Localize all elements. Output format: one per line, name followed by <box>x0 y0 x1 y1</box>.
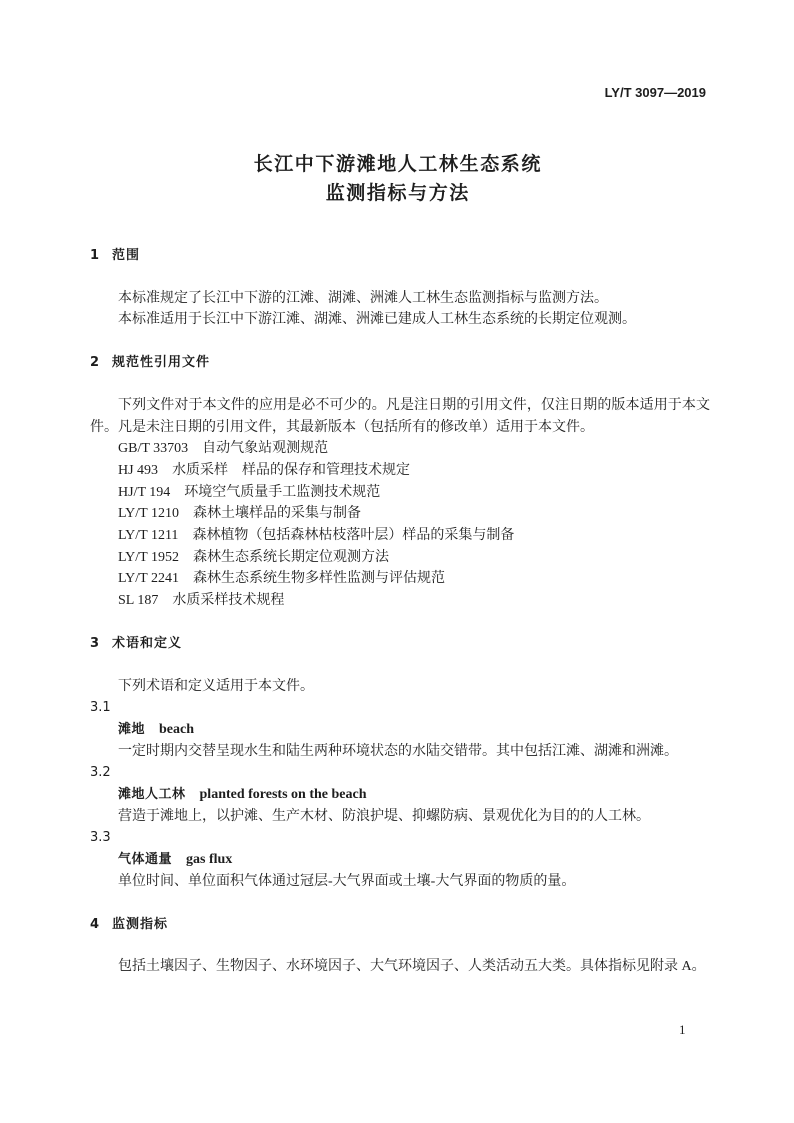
reference-item <box>90 482 710 504</box>
section-title: 术语和定义 <box>112 635 183 651</box>
reference-code: LY/T 1211 <box>118 528 179 544</box>
paragraph: 本标准适用于长江中下游江滩、湖滩、洲滩已建成人工林生态系统的长期定位观测。 <box>118 312 636 328</box>
reference-title: 水质采样技术规程 <box>172 593 285 609</box>
term-definition: 单位时间、单位面积气体通过冠层-大气界面或土壤-大气界面的物质的量。 <box>118 873 576 889</box>
reference-item <box>90 460 710 482</box>
section-heading <box>90 633 710 655</box>
paragraph: 下列术语和定义适用于本文件。 <box>118 678 314 694</box>
reference-code: HJ 493 <box>118 462 159 478</box>
reference-title: 自动气象站观测规范 <box>202 441 329 457</box>
term-entry <box>90 827 710 892</box>
reference-item <box>90 525 710 547</box>
section-heading <box>90 914 710 936</box>
reference-title: 森林生态系统生物多样性监测与评估规范 <box>192 571 445 587</box>
section-number: 1 <box>90 248 100 263</box>
section-number: 4 <box>90 916 100 932</box>
section-title: 范围 <box>112 248 141 263</box>
term-heading <box>90 849 710 871</box>
standard-code: LY/T 3097—2019 <box>604 85 706 100</box>
reference-code: HJ/T 194 <box>118 484 171 500</box>
section-number: 2 <box>90 355 100 371</box>
section-heading <box>90 352 710 374</box>
term-definition: 营造于滩地上，以护滩、生产木材、防浪护堤、抑螺防病、景观优化为目的的人工林。 <box>118 808 650 824</box>
term-english: planted forests on the beach <box>199 787 367 803</box>
reference-title: 环境空气质量手工监测技术规范 <box>184 484 381 500</box>
section-monitoring-indicators <box>90 914 710 978</box>
section-terms-definitions <box>90 633 710 893</box>
section-number: 3 <box>90 635 100 651</box>
paragraph: 本标准规定了长江中下游的江滩、湖滩、洲滩人工林生态监测指标与监测方法。 <box>118 290 608 306</box>
reference-list <box>90 438 710 612</box>
reference-title: 水质采样 样品的保存和管理技术规定 <box>172 462 411 478</box>
term-heading <box>90 719 710 741</box>
section-title: 监测指标 <box>112 916 169 932</box>
clause-number: 3.3 <box>90 830 111 846</box>
term-entry <box>90 762 710 827</box>
reference-code: SL 187 <box>118 593 159 609</box>
section-normative-references <box>90 352 710 612</box>
reference-item <box>90 503 710 525</box>
reference-code: LY/T 1952 <box>118 549 179 565</box>
paragraph: 下列文件对于本文件的应用是必不可少的。凡是注日期的引用文件，仅注日期的版本适用于本文件。凡是未注日期的引用文件，其最新版本（包括所有的修改单）适用于本文件。 <box>90 397 710 435</box>
term-definition: 一定时期内交替呈现水生和陆生两种环境状态的水陆交错带。其中包括江滩、湖滩和洲滩。 <box>118 743 678 759</box>
clause-number: 3.1 <box>90 700 111 716</box>
reference-title: 森林土壤样品的采集与制备 <box>192 506 361 522</box>
page-number: 1 <box>679 1022 686 1037</box>
reference-item <box>90 438 710 460</box>
term-chinese: 滩地 <box>118 721 146 737</box>
document-title-line-2: 监测指标与方法 <box>325 182 470 204</box>
reference-item <box>90 590 710 612</box>
section-heading <box>90 245 710 267</box>
section-title: 规范性引用文件 <box>112 355 211 371</box>
reference-item <box>90 568 710 590</box>
reference-title: 森林植物（包括森林枯枝落叶层）样品的采集与制备 <box>192 528 515 544</box>
document-body <box>90 245 710 999</box>
section-scope <box>90 245 710 331</box>
reference-item <box>90 547 710 569</box>
reference-code: LY/T 2241 <box>118 571 179 587</box>
reference-code: LY/T 1210 <box>118 506 179 522</box>
clause-number: 3.2 <box>90 765 111 781</box>
term-chinese: 气体通量 <box>118 852 173 868</box>
term-entry <box>90 697 710 762</box>
term-chinese: 滩地人工林 <box>118 787 186 803</box>
document-title-line-1: 长江中下游滩地人工林生态系统 <box>253 153 542 175</box>
reference-code: GB/T 33703 <box>118 441 189 457</box>
paragraph: 包括土壤因子、生物因子、水环境因子、大气环境因子、人类活动五大类。具体指标见附录 A。 <box>118 959 706 975</box>
term-heading <box>90 784 710 806</box>
term-english: gas flux <box>186 852 233 868</box>
term-english: beach <box>159 721 195 737</box>
reference-title: 森林生态系统长期定位观测方法 <box>192 549 389 565</box>
